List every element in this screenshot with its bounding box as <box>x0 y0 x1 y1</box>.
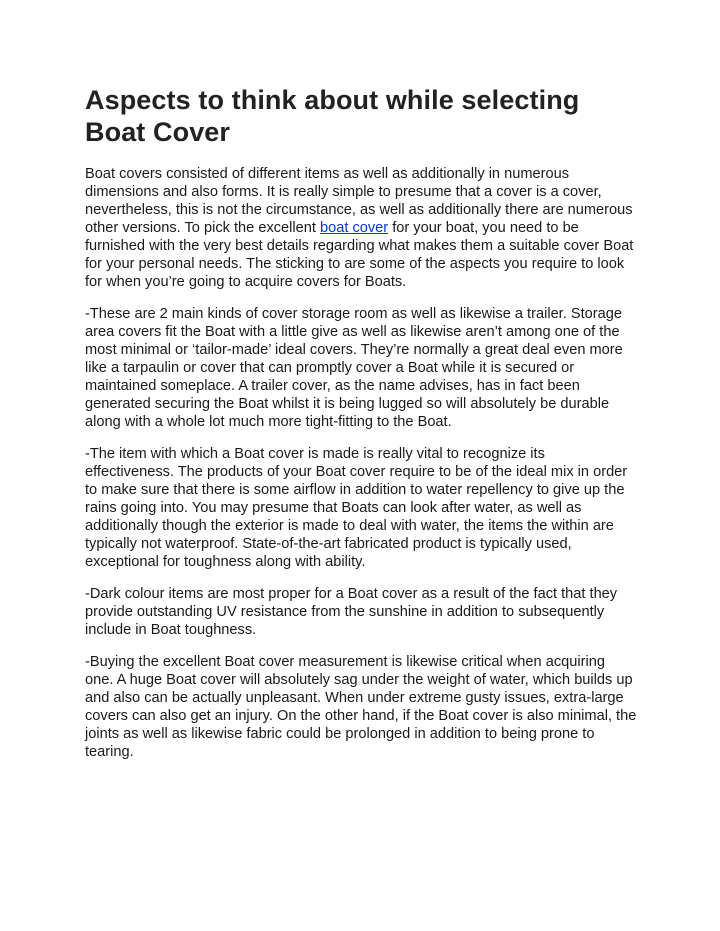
document-page <box>85 84 637 775</box>
boat-cover-link[interactable]: boat cover <box>319 220 389 236</box>
paragraph-size: -Buying the excellent Boat cover measurement is likewise critical when acquiring one. A huge Boat cover will absolutely sag under the weight of water, which builds up and also can be actually unpleasant. When under extreme gusty issues, extra-large covers can also get an injury. On the other hand, if the Boat cover is also minimal, the joints as well as likewise fabric could be prolonged in addition to being prone to tearing. <box>85 654 637 760</box>
article-title: Aspects to think about while selecting Boat Cover <box>85 85 580 147</box>
paragraph-material: -The item with which a Boat cover is made is really vital to recognize its effectiveness. The products of your Boat cover require to be of the ideal mix in order to make sure that there is some airflow in addition to water repellency to give up the rains going into. You may presume that Boats can look after water, as well as additionally though the exterior is made to deal with water, the items the within are typically not waterproof. State-of-the-art fabricated product is typically used, exceptional for toughness along with ability. <box>85 446 628 570</box>
paragraph-intro-text-start: Boat covers consisted of different items as well as additionally in numerous dimensions and also forms. It is really simple to presume that a cover is a cover, nevertheless, this is not the circumstance, as well as additionally there are numerous other versions. To pick the excellent <box>85 166 633 236</box>
paragraph-cover-types: -These are 2 main kinds of cover storage room as well as likewise a trailer. Storage area covers fit the Boat with a little give as well as likewise aren’t among one of the most minimal or ‘tailor-made’ ideal covers. They’re normally a great deal even more like a tarpaulin or cover that can promptly cover a Boat while it is secured or maintained someplace. A trailer cover, as the name advises, has in fact been generated securing the Boat whilst it is being lugged so will absolutely be durable along with a whole lot much more tight-fitting to the Boat. <box>85 306 623 430</box>
paragraph-intro-text-end: for your boat, you need to be furnished with the very best details regarding what makes them a suitable cover Boat for your personal needs. The sticking to are some of the aspects you require to look for when you’re going to acquire covers for Boats. <box>85 220 634 290</box>
paragraph-intro <box>85 165 637 291</box>
paragraph-colour: -Dark colour items are most proper for a Boat cover as a result of the fact that they provide outstanding UV resistance from the sunshine in addition to subsequently include in Boat toughness. <box>85 586 618 638</box>
